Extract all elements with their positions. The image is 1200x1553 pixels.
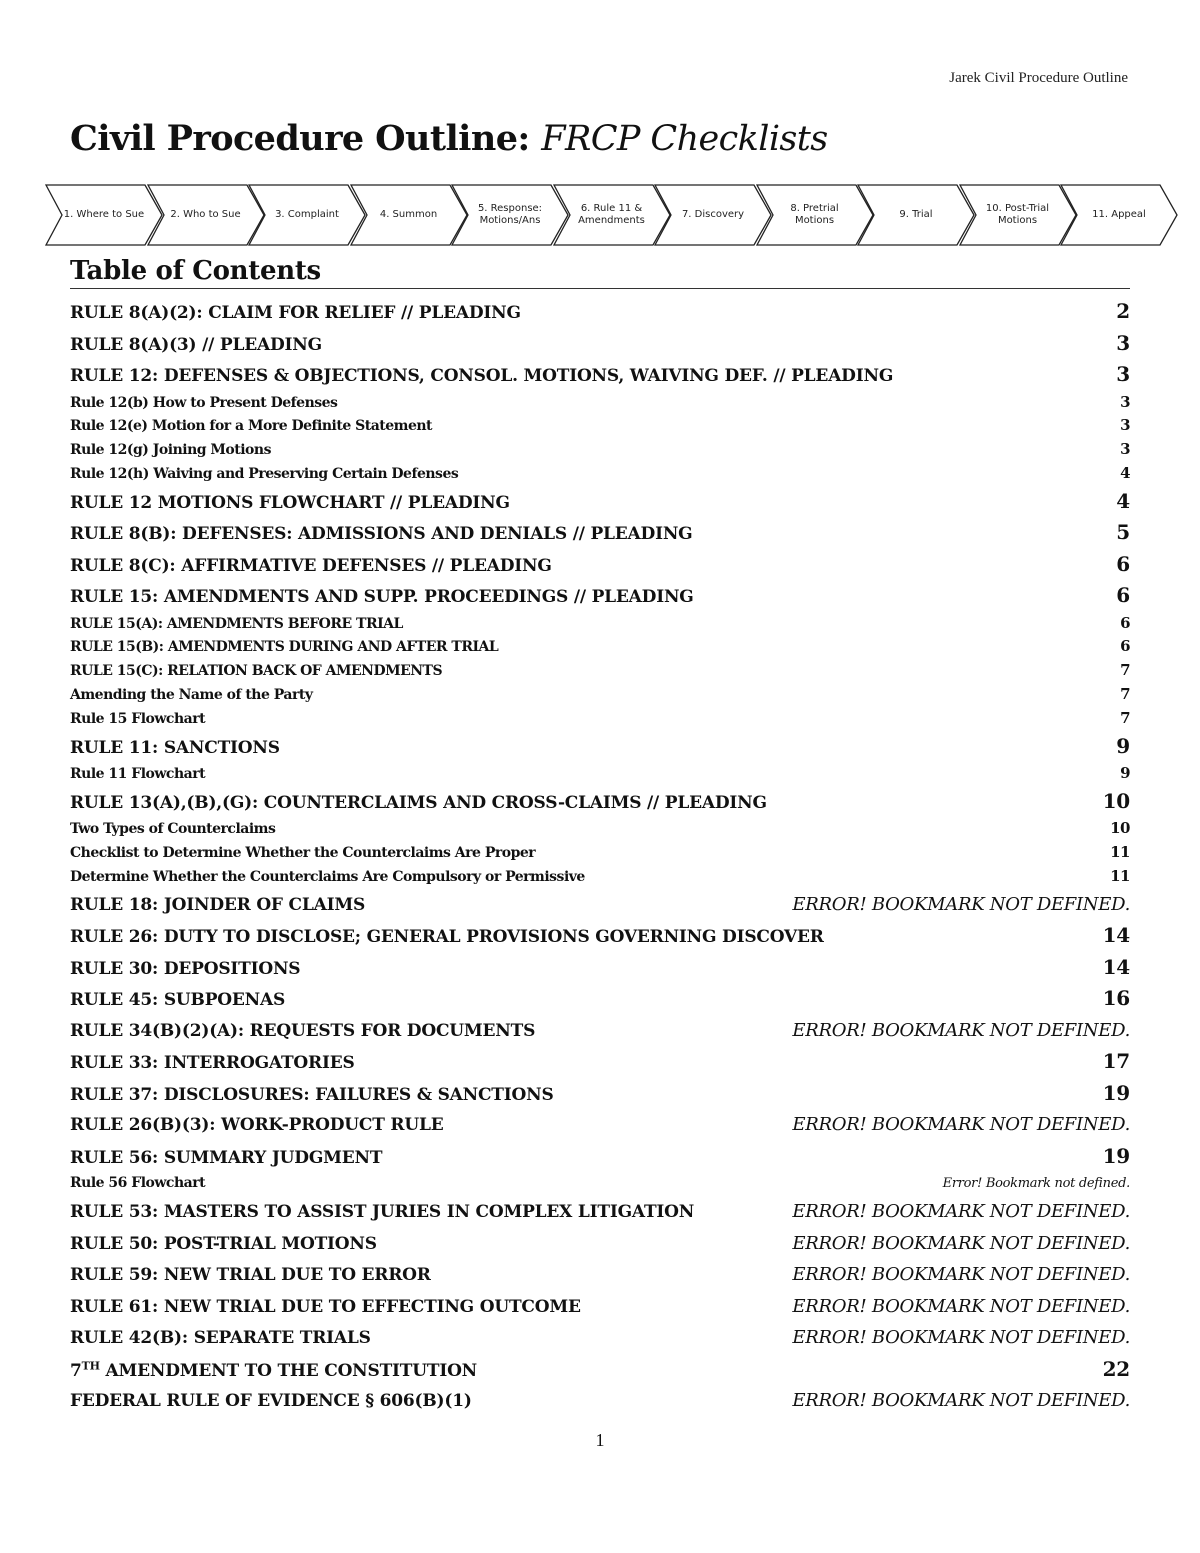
running-header: Jarek Civil Procedure Outline <box>949 70 1128 86</box>
toc-entry-title: FEDERAL RULE OF EVIDENCE § 606(B)(1) <box>70 1391 472 1412</box>
toc-entry[interactable] <box>70 580 1130 612</box>
toc-entry[interactable] <box>70 762 1130 786</box>
process-step-label: 9. Trial <box>899 209 933 220</box>
toc-entry-title: Checklist to Determine Whether the Counterclaims Are Proper <box>70 845 536 862</box>
toc-entry-title: RULE 8(A)(2): CLAIM FOR RELIEF // PLEADING <box>70 303 521 323</box>
toc-entry-page: 17 <box>1102 1049 1130 1074</box>
toc-entry[interactable] <box>70 359 1130 391</box>
process-step-label: 5. Response: Motions/Ans <box>477 203 543 226</box>
toc-entry-page: 9 <box>1116 733 1130 758</box>
toc-entry-page: 14 <box>1102 923 1130 948</box>
toc-entry-title: Two Types of Counterclaims <box>70 821 276 838</box>
toc-entry[interactable] <box>70 1109 1130 1141</box>
toc-entry-title: RULE 34(B)(2)(A): REQUESTS FOR DOCUMENTS <box>70 1020 536 1041</box>
toc-entry-title: RULE 42(B): SEPARATE TRIALS <box>70 1328 371 1349</box>
toc-entry-page: 7 <box>1120 708 1130 727</box>
toc-entry-page: ERROR! BOOKMARK NOT DEFINED. <box>792 1232 1130 1254</box>
process-step-chevron <box>350 184 468 246</box>
process-step-chevron <box>451 184 569 246</box>
toc-entry-title: Rule 12(e) Motion for a More Definite Statement <box>70 418 433 435</box>
toc-entry[interactable] <box>70 1015 1130 1047</box>
toc-entry[interactable] <box>70 841 1130 865</box>
toc-entry-page: 7 <box>1120 685 1130 704</box>
toc-entry-title: RULE 15: AMENDMENTS AND SUPP. PROCEEDINGS // PLEADING <box>70 587 694 608</box>
toc-entry[interactable] <box>70 1322 1130 1354</box>
toc-entry-page: 4 <box>1120 463 1130 482</box>
toc-entry[interactable] <box>70 612 1130 636</box>
process-step-label: 3. Complaint <box>275 209 339 220</box>
process-step-chevron <box>147 184 265 246</box>
toc-entry[interactable] <box>70 1259 1130 1291</box>
table-of-contents <box>70 296 1130 1417</box>
toc-entry-page: ERROR! BOOKMARK NOT DEFINED. <box>792 1264 1130 1286</box>
process-step-label: 4. Summon <box>379 209 438 220</box>
toc-entry-page: 6 <box>1116 583 1130 608</box>
toc-entry[interactable] <box>70 635 1130 659</box>
toc-entry-page: 3 <box>1120 392 1130 411</box>
process-step-chevron <box>959 184 1077 246</box>
toc-entry-title: RULE 26: DUTY TO DISCLOSE; GENERAL PROVISIONS GOVERNING DISCOVER <box>70 927 824 948</box>
toc-entry-page: 3 <box>1120 416 1130 435</box>
toc-heading: Table of Contents <box>70 256 1130 289</box>
toc-entry-title: RULE 12 MOTIONS FLOWCHART // PLEADING <box>70 492 510 513</box>
toc-entry[interactable] <box>70 707 1130 731</box>
process-step-label: 1. Where to Sue <box>63 209 145 220</box>
page-number: 1 <box>595 1430 605 1450</box>
toc-entry[interactable] <box>70 438 1130 462</box>
toc-entry-title: RULE 50: POST-TRIAL MOTIONS <box>70 1233 377 1254</box>
process-step-chevron <box>1060 184 1178 246</box>
toc-entry-page: 22 <box>1102 1356 1130 1381</box>
process-step-label: 6. Rule 11 & Amendments <box>578 203 645 226</box>
toc-entry-page: ERROR! BOOKMARK NOT DEFINED. <box>792 1114 1130 1136</box>
toc-entry-title: Rule 56 Flowchart <box>70 1175 206 1192</box>
document-title <box>70 118 828 159</box>
toc-entry-title: Determine Whether the Counterclaims Are Compulsory or Permissive <box>70 869 585 886</box>
toc-entry[interactable] <box>70 659 1130 683</box>
process-step-chevron <box>45 184 163 246</box>
toc-entry-page: 7 <box>1120 661 1130 680</box>
toc-entry-title: RULE 8(C): AFFIRMATIVE DEFENSES // PLEADING <box>70 555 552 576</box>
toc-entry[interactable] <box>70 296 1130 328</box>
toc-entry-page: 2 <box>1116 299 1130 323</box>
toc-entry-page: 16 <box>1102 986 1130 1011</box>
process-step-chevron <box>857 184 975 246</box>
process-chevron-row <box>45 184 1183 246</box>
toc-entry[interactable] <box>70 817 1130 841</box>
toc-entry-title: Rule 12(h) Waiving and Preserving Certain Defenses <box>70 465 459 482</box>
process-step-chevron <box>654 184 772 246</box>
process-step-label: 7. Discovery <box>681 209 745 220</box>
process-step-chevron <box>553 184 671 246</box>
process-step-label: 11. Appeal <box>1092 209 1146 220</box>
process-step-label: 8. Pretrial Motions <box>790 203 839 226</box>
toc-entry-title: RULE 8(B): DEFENSES: ADMISSIONS AND DENIALS // PLEADING <box>70 524 693 545</box>
toc-entry-page: Error! Bookmark not defined. <box>942 1176 1130 1192</box>
toc-entry-page: 9 <box>1120 764 1130 783</box>
toc-entry-title: Amending the Name of the Party <box>70 687 313 704</box>
toc-entry-title: RULE 59: NEW TRIAL DUE TO ERROR <box>70 1265 431 1286</box>
toc-entry-page: 6 <box>1116 551 1130 576</box>
toc-entry-title: RULE 45: SUBPOENAS <box>70 990 286 1011</box>
process-step-chevron <box>248 184 366 246</box>
toc-entry[interactable] <box>70 1354 1130 1386</box>
toc-entry[interactable] <box>70 920 1130 952</box>
toc-entry[interactable] <box>70 1141 1130 1173</box>
toc-entry-page: 3 <box>1116 330 1130 355</box>
toc-entry[interactable] <box>70 1228 1130 1260</box>
toc-entry[interactable] <box>70 731 1130 763</box>
toc-entry-title: Rule 11 Flowchart <box>70 766 206 783</box>
toc-entry-title: RULE 15(A): AMENDMENTS BEFORE TRIAL <box>70 615 403 632</box>
toc-entry-title: Rule 15 Flowchart <box>70 710 206 727</box>
toc-entry-page: ERROR! BOOKMARK NOT DEFINED. <box>792 1295 1130 1317</box>
toc-entry-title: RULE 53: MASTERS TO ASSIST JURIES IN COMPLEX LITIGATION <box>70 1202 695 1223</box>
toc-entry-page: 19 <box>1102 1080 1130 1105</box>
document-title-sub: FRCP Checklists <box>541 119 828 159</box>
toc-entry-page: 10 <box>1110 819 1130 838</box>
toc-entry[interactable] <box>70 328 1130 360</box>
toc-entry[interactable] <box>70 391 1130 415</box>
toc-entry-title: RULE 26(B)(3): WORK-PRODUCT RULE <box>70 1115 444 1136</box>
toc-entry-title: RULE 61: NEW TRIAL DUE TO EFFECTING OUTCOME <box>70 1296 581 1317</box>
toc-entry-title: RULE 33: INTERROGATORIES <box>70 1053 355 1074</box>
toc-entry[interactable] <box>70 983 1130 1015</box>
toc-entry-title: RULE 8(A)(3) // PLEADING <box>70 334 322 355</box>
toc-entry-page: 6 <box>1120 613 1130 632</box>
toc-entry-title: RULE 13(A),(B),(G): COUNTERCLAIMS AND CROSS-CLAIMS // PLEADING <box>70 792 767 813</box>
toc-entry-page: 3 <box>1116 362 1130 386</box>
process-step-label: 10. Post-Trial Motions <box>985 203 1050 226</box>
toc-entry[interactable] <box>70 414 1130 438</box>
toc-entry-page: 6 <box>1120 637 1130 656</box>
toc-entry[interactable] <box>70 1385 1130 1417</box>
toc-entry-page: ERROR! BOOKMARK NOT DEFINED. <box>792 893 1130 915</box>
toc-entry[interactable] <box>70 1196 1130 1228</box>
toc-entry[interactable] <box>70 1046 1130 1078</box>
toc-entry[interactable] <box>70 786 1130 818</box>
toc-entry[interactable] <box>70 462 1130 486</box>
toc-entry-page: 11 <box>1110 843 1130 862</box>
toc-entry[interactable] <box>70 1291 1130 1323</box>
document-title-main: Civil Procedure Outline: <box>70 118 530 159</box>
toc-entry[interactable] <box>70 865 1130 889</box>
toc-entry[interactable] <box>70 889 1130 921</box>
toc-entry-page: 14 <box>1102 954 1130 979</box>
toc-entry-page: ERROR! BOOKMARK NOT DEFINED. <box>792 1201 1130 1223</box>
toc-entry[interactable] <box>70 517 1130 549</box>
toc-entry[interactable] <box>70 952 1130 984</box>
process-step-label: 2. Who to Sue <box>170 209 241 220</box>
toc-entry-page: 11 <box>1110 867 1130 886</box>
toc-entry-page: 5 <box>1116 520 1130 545</box>
toc-entry-title: 7TH AMENDMENT TO THE CONSTITUTION <box>70 1359 478 1381</box>
toc-entry-title: RULE 37: DISCLOSURES: FAILURES & SANCTIONS <box>70 1084 554 1105</box>
toc-entry-title: RULE 56: SUMMARY JUDGMENT <box>70 1147 383 1168</box>
toc-entry-title: RULE 12: DEFENSES & OBJECTIONS, CONSOL. MOTIONS, WAIVING DEF. // PLEADING <box>70 366 894 386</box>
toc-entry-page: 19 <box>1102 1143 1130 1168</box>
toc-entry[interactable] <box>70 1172 1130 1196</box>
toc-entry-title: RULE 11: SANCTIONS <box>70 737 280 758</box>
toc-entry-page: 10 <box>1102 788 1130 813</box>
toc-entry[interactable] <box>70 549 1130 581</box>
process-step-chevron <box>756 184 874 246</box>
toc-entry-title: RULE 30: DEPOSITIONS <box>70 958 301 979</box>
toc-entry-page: ERROR! BOOKMARK NOT DEFINED. <box>792 1019 1130 1041</box>
toc-entry-page: 4 <box>1116 488 1130 513</box>
toc-entry-title: Rule 12(b) How to Present Defenses <box>70 394 338 411</box>
toc-entry-page: ERROR! BOOKMARK NOT DEFINED. <box>792 1327 1130 1349</box>
toc-entry-title: RULE 15(C): RELATION BACK OF AMENDMENTS <box>70 663 443 680</box>
toc-entry-title: RULE 15(B): AMENDMENTS DURING AND AFTER TRIAL <box>70 639 499 656</box>
toc-entry-page: 3 <box>1120 440 1130 459</box>
toc-entry-page: ERROR! BOOKMARK NOT DEFINED. <box>792 1390 1130 1412</box>
toc-entry-title: RULE 18: JOINDER OF CLAIMS <box>70 894 366 915</box>
toc-entry[interactable] <box>70 683 1130 707</box>
toc-entry-title: Rule 12(g) Joining Motions <box>70 442 271 459</box>
toc-entry[interactable] <box>70 1078 1130 1110</box>
toc-entry[interactable] <box>70 486 1130 518</box>
